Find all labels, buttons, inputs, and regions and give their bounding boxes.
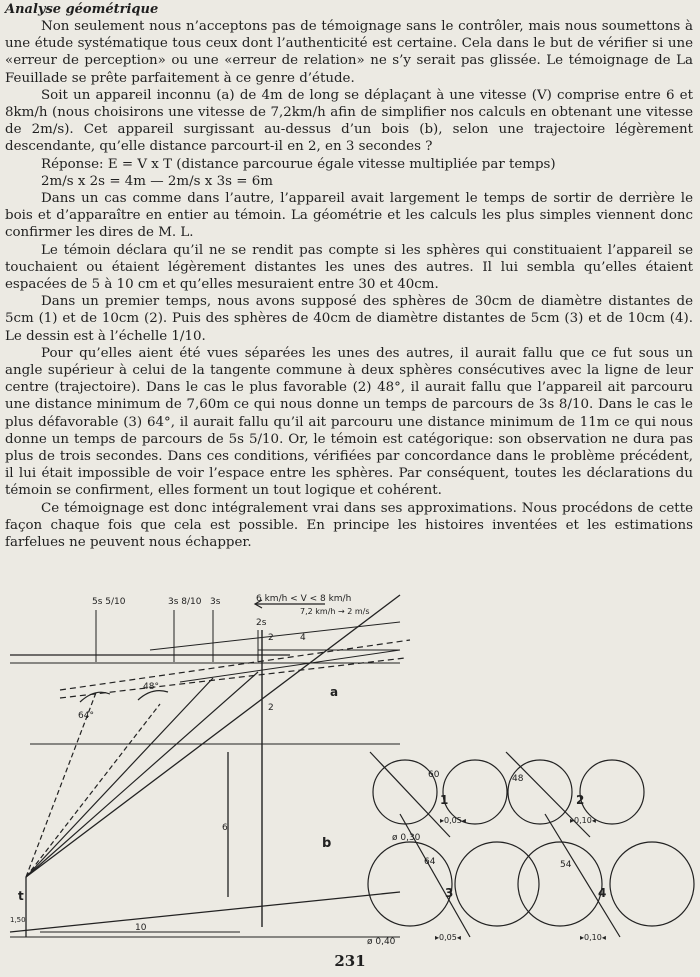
gap-label: ▸0,10◂ xyxy=(580,933,606,942)
paragraph: Dans un premier temps, nous avons supposé des sphères de 30cm de diamètre distantes de 5cm (1) et de 10cm (2). Puis des sphères de 40cm de diamètre distantes de 5cm (3) et de 10cm (4). Le dessin est à l’échelle 1/10. xyxy=(5,294,693,344)
ground-distance: 10 xyxy=(135,923,147,933)
wood-label: b xyxy=(322,836,332,851)
body-text xyxy=(5,18,693,551)
sphere-angle: 60 xyxy=(428,770,440,780)
sphere-number: 3 xyxy=(445,886,454,900)
sight-ray-3s xyxy=(26,678,213,877)
speed-note: 7,2 km/h → 2 m/s xyxy=(300,607,370,616)
witness-label: t xyxy=(18,889,24,903)
sight-ray-2s xyxy=(26,672,258,877)
trajectory-upper xyxy=(150,622,400,650)
time-label: 5s 5/10 xyxy=(92,597,126,607)
sphere-2a xyxy=(508,760,572,824)
formula-line: Réponse: E = V x T (distance parcourue égale vitesse multipliée par temps) xyxy=(41,156,556,172)
object-label: a xyxy=(330,685,339,699)
diameter-label: ø 0,40 xyxy=(367,937,396,947)
paragraph: Pour qu’elles aient été vues séparées les unes des autres, il aurait fallu que ce fut sous un angle supérieur à celui de la tangente commune à deux sphères consécutives avec la ligne de leur centre (trajectoire). Dans le cas le plus favorable (2) 48°, il aurait fallu que l’appareil ait parcouru une distance minimum de 7,60m ce qui nous donne un temps de parcours de 3s 8/10. Dans le cas le plus défavorable (3) 64°, il aurait fallu qu’il ait parcouru une distance minimum de 11m ce qui nous donne un temps de parcours de 5s 5/10. Or, le témoin est catégorique: son observation ne dura pas plus de trois secondes. Dans ces conditions, vérifiées par concordance dans le problème précédent, il lui était impossible de voir l’espace entre les sphères. Par conséquent, toutes les déclarations du témoin se confirment, elles forment un tout logique et cohérent. xyxy=(5,345,693,499)
paragraph: Le témoin déclara qu’il ne se rendit pas compte si les sphères qui constituaient l’appareil se touchaient ou étaient légèrement distantes les unes des autres. Il lui sembla qu’elles étaient espacées de 5 à 10 cm et qu’elles mesuraient entre 30 et 40cm. xyxy=(5,242,693,293)
dashed-sightline xyxy=(60,640,410,690)
sphere-1b xyxy=(443,760,507,824)
angle-label-48: 48° xyxy=(143,682,159,692)
sphere-angle: 64 xyxy=(424,857,436,867)
sphere-4a xyxy=(518,842,602,926)
dist-label-4: 4 xyxy=(300,633,306,643)
diameter-label: ø 0,30 xyxy=(392,833,421,843)
height-label-6: 6 xyxy=(222,823,228,833)
tangent-1 xyxy=(370,752,450,837)
speed-note: 6 km/h < V < 8 km/h xyxy=(256,594,352,604)
witness-height: 1,50 xyxy=(10,916,26,924)
time-label: 3s xyxy=(210,597,221,607)
geometric-diagram xyxy=(0,592,700,947)
tangent-4 xyxy=(545,814,620,937)
sphere-angle: 54 xyxy=(560,860,572,870)
dashed-sightline-2 xyxy=(60,658,405,698)
sphere-number: 1 xyxy=(440,793,449,807)
ground-line xyxy=(10,892,400,932)
sphere-4b xyxy=(610,842,694,926)
formula-line: 2m/s x 2s = 4m — 2m/s x 3s = 6m xyxy=(41,173,273,189)
sphere-3b xyxy=(455,842,539,926)
sphere-2b xyxy=(580,760,644,824)
sphere-number: 2 xyxy=(576,793,585,807)
paragraph: Soit un appareil inconnu (a) de 4m de long se déplaçant à une vitesse (V) comprise entre 6 et 8km/h (nous choisirons une vitesse de 7,2km/h afin de simplifier nos calculs en obtenant une vitesse de 2m/s). Cet appareil surgissant au-dessus d’un bois (b), selon une trajectoire légèrement descendante, qu’elle distance parcourt-il en 2, en 3 secondes ? xyxy=(5,87,693,155)
angle-arc-48 xyxy=(138,691,168,700)
paragraph: Dans un cas comme dans l’autre, l’appareil avait largement le temps de sortir de derrière le bois et d’apparaître en entier au témoin. La géométrie et les calculs les plus simples viennent donc confirmer les dires de M. L. xyxy=(5,191,693,241)
angle-label-64: 64° xyxy=(78,711,94,721)
page-number: 231 xyxy=(334,952,366,970)
paragraph: Non seulement nous n’acceptons pas de témoignage sans le contrôler, mais nous soumettons à une étude systématique tous ceux dont l’authenticité est certaine. Cela dans le but de vérifier si une «erreur de perception» ou une «erreur de relation» ne s’y serait pas glissée. Le témoignage de La Feuillade se prête parfaitement à ce genre d’étude. xyxy=(5,19,693,86)
sphere-number: 4 xyxy=(598,886,607,900)
time-label: 3s 8/10 xyxy=(168,597,202,607)
sphere-angle: 48 xyxy=(512,774,524,784)
paragraph: Ce témoignage est donc intégralement vrai dans ses approximations. Nous procédons de cette façon chaque fois que cela est possible. En principe les histoires inventées et les estimations farfelues ne peuvent nous échapper. xyxy=(5,500,693,551)
gap-label: ▸0,05◂ xyxy=(440,816,466,825)
height-label-2: 2 xyxy=(268,703,274,713)
time-label: 2s xyxy=(256,618,267,628)
gap-label: ▸0,05◂ xyxy=(435,933,461,942)
section-heading: Analyse géométrique xyxy=(5,2,159,17)
gap-label: ▸0,10◂ xyxy=(570,816,596,825)
dist-label-2: 2 xyxy=(268,633,274,643)
